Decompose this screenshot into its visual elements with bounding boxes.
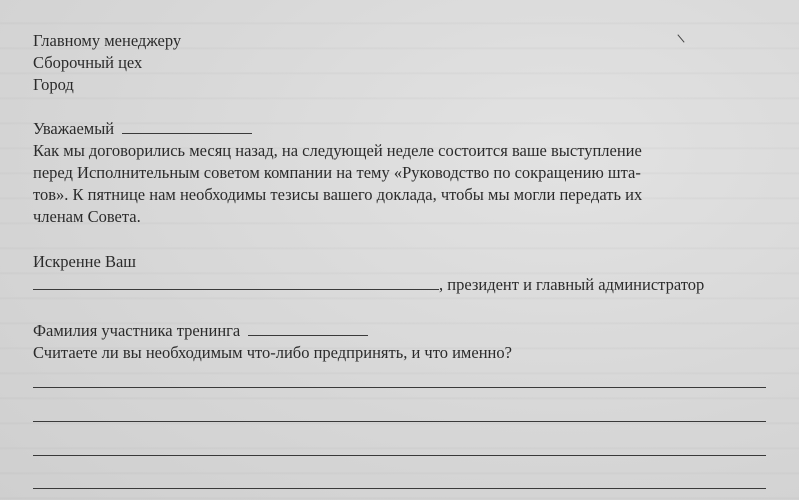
answer-rule-1 xyxy=(33,387,766,388)
closing-line: Искренне Ваш xyxy=(33,252,136,271)
pen-mark xyxy=(677,34,684,42)
greeting-line xyxy=(33,118,252,140)
question-line: Считаете ли вы необходимым что-либо предпринять, и что именно? xyxy=(33,343,512,362)
participant-name-blank xyxy=(248,321,368,336)
answer-rule-4 xyxy=(33,488,766,489)
recipient-line-1: Главному менеджеру xyxy=(33,31,182,50)
participant-line xyxy=(33,320,368,342)
signature-blank xyxy=(33,275,439,290)
body-line-2: перед Исполнительным советом компании на тему «Руководство по сокращению шта- xyxy=(33,163,641,182)
signature-line xyxy=(33,274,704,296)
body-line-3: тов». К пятнице нам необходимы тезисы вашего доклада, чтобы мы могли передать их xyxy=(33,185,643,204)
body-line-1: Как мы договорились месяц назад, на следующей неделе состоится ваше выступление xyxy=(33,141,642,160)
recipient-line-2: Сборочный цех xyxy=(33,53,143,72)
participant-label: Фамилия участника тренинга xyxy=(33,321,241,340)
signature-title: , президент и главный администратор xyxy=(439,275,705,294)
greeting-text: Уважаемый xyxy=(33,119,115,138)
answer-rule-2 xyxy=(33,421,766,422)
body-line-4: членам Совета. xyxy=(33,207,141,226)
greeting-name-blank xyxy=(122,119,252,134)
answer-rule-3 xyxy=(33,455,766,456)
recipient-line-3: Город xyxy=(33,75,74,94)
